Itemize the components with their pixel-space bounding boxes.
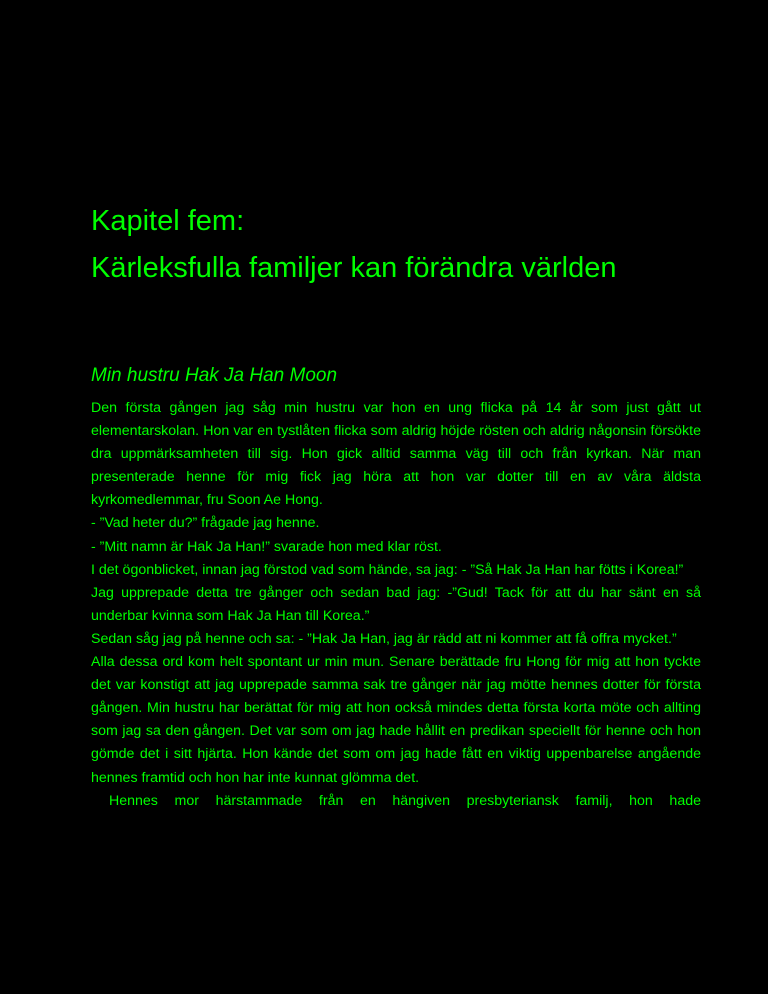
chapter-title	[91, 198, 731, 292]
paragraph: Jag upprepade detta tre gånger och sedan bad jag: -”Gud! Tack för att du har sänt en så underbar kvinna som Hak Ja Han till Korea.”	[91, 584, 701, 624]
body-text	[91, 397, 701, 813]
paragraph: Alla dessa ord kom helt spontant ur min mun. Senare berättade fru Hong för mig att hon tyckte det var konstigt att jag upprepade samma sak tre gånger när jag mötte hennes dotter för första gången. Min hustru har berättat för mig att hon också mindes detta första korta möte och allting som jag sa den gången. Det var som om jag hade hållit en predikan speciellt för henne och hon gömde det i sitt hjärta. Hon kände det som om jag hade fått en viktig uppenbarelse angående hennes framtid och hon har inte kunnat glömma det.	[91, 654, 701, 786]
paragraph: - ”Vad heter du?” frågade jag henne.	[91, 515, 320, 532]
paragraph: - ”Mitt namn är Hak Ja Han!” svarade hon med klar röst.	[91, 538, 442, 555]
paragraph: Den första gången jag såg min hustru var hon en ung flicka på 14 år som just gått ut elementarskolan. Hon var en tystlåten flicka som aldrig höjde rösten och aldrig någonsin försökte dra uppmärksamheten till sig. Hon gick alltid samma väg till och från kyrkan. När man presenterade henne för mig fick jag höra att hon var dotter till en av våra äldsta kyrkomedlemmar, fru Soon Ae Hong.	[91, 400, 701, 509]
section-title: Min hustru Hak Ja Han Moon	[91, 365, 338, 386]
chapter-number: Kapitel fem:	[91, 205, 245, 237]
chapter-heading: Kärleksfulla familjer kan förändra världen	[91, 252, 617, 284]
paragraph: Sedan såg jag på henne och sa: - ”Hak Ja Han, jag är rädd att ni kommer att få offra mycket.”	[91, 630, 677, 647]
paragraph: I det ögonblicket, innan jag förstod vad som hände, sa jag: - ”Så Hak Ja Han har fötts i Korea!”	[91, 561, 684, 578]
paragraph: Hennes mor härstammade från en hängiven presbyteriansk familj, hon hade	[109, 792, 701, 809]
